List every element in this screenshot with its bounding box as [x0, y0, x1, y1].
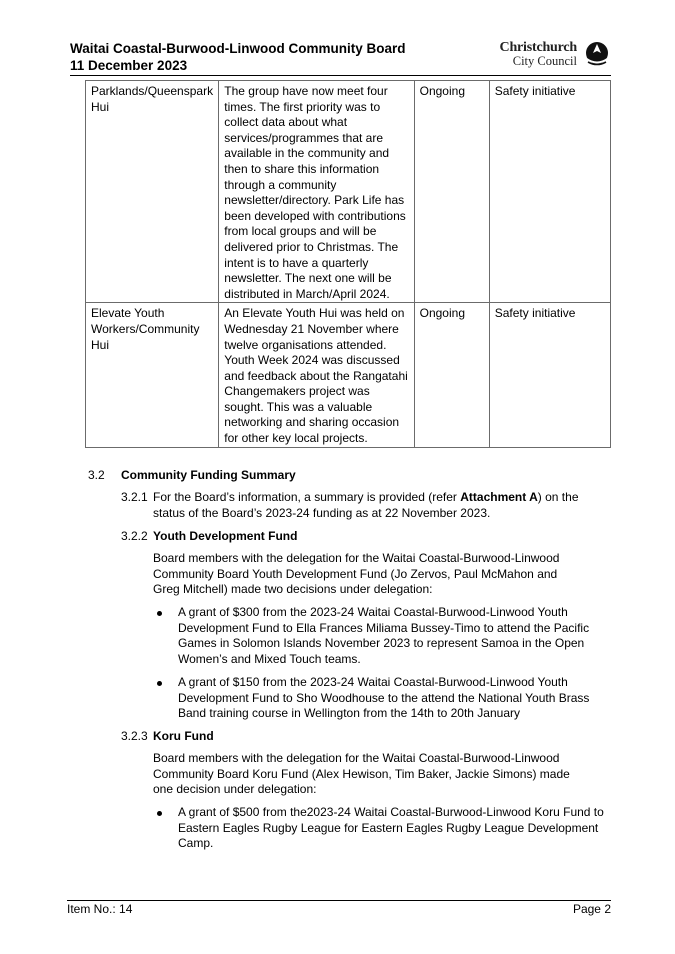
bullet-icon	[157, 681, 162, 686]
logo-text-line1: Christchurch	[499, 40, 577, 55]
attachment-reference: Attachment A	[460, 490, 538, 504]
table-cell-status: Ongoing	[414, 303, 489, 447]
list-item: A grant of $150 from the 2023-24 Waitai Coastal-Burwood-Linwood Youth Development Fund to Sho Woodhouse to the attend the National Youth Brass Band training course in Wellington from the 14th to 20th January	[178, 675, 590, 721]
table-cell-name: Parklands/Queenspark Hui	[86, 81, 219, 303]
table-cell-category: Safety initiative	[489, 303, 610, 447]
subsection-heading: Youth Development Fund	[153, 529, 298, 543]
item-number: Item No.: 14	[67, 902, 133, 916]
table-cell-category: Safety initiative	[489, 81, 610, 303]
subsection-number: 3.2.2	[121, 529, 148, 543]
section-heading: Community Funding Summary	[121, 468, 296, 482]
header-divider	[70, 75, 611, 76]
bullet-icon	[157, 611, 162, 616]
subsection-heading: Koru Fund	[153, 729, 214, 743]
activities-table	[85, 80, 611, 448]
table-cell-description: The group have now meet four times. The first priority was to collect data about what services/programmes that are available in the community and then to share this information through a community newsletter/directory. Park Life has been developed with contributions from local groups and will be delivered prior to Christmas. The intent is to have a quarterly newsletter. The next one will be distributed in March/April 2024.	[219, 81, 414, 303]
page-number: Page 2	[572, 902, 611, 916]
meeting-date: 11 December 2023	[70, 58, 188, 73]
funding-summary-text	[153, 490, 613, 521]
youth-fund-intro: Board members with the delegation for the Waitai Coastal-Burwood-Linwood Community Board Youth Development Fund (Jo Zervos, Paul McMahon and Greg Mitchell) made two decisions under delegation:	[153, 551, 560, 597]
logo-text-line2: City Council	[512, 54, 577, 68]
subsection-number: 3.2.1	[121, 490, 148, 504]
table-cell-name: Elevate Youth Workers/Community Hui	[86, 303, 219, 447]
funding-summary-text-a: For the Board’s information, a summary is provided (refer	[153, 490, 461, 504]
section-number: 3.2	[88, 468, 105, 482]
bullet-icon	[157, 811, 162, 816]
funding-summary-text-b: ) on the status of the Board’s 2023-24 funding as at 22 November 2023.	[153, 490, 579, 520]
council-logo-icon	[583, 41, 611, 67]
list-item: A grant of $500 from the2023-24 Waitai Coastal-Burwood-Linwood Koru Fund to Eastern Eagles Rugby League for Eastern Eagles Rugby League Development Camp.	[178, 805, 604, 851]
koru-fund-intro: Board members with the delegation for the Waitai Coastal-Burwood-Linwood Community Board Koru Fund (Alex Hewison, Tim Baker, Jackie Simons) made one decision under delegation:	[153, 751, 570, 797]
board-title: Waitai Coastal-Burwood-Linwood Community Board	[70, 41, 406, 56]
footer-divider	[67, 900, 611, 901]
table-cell-status: Ongoing	[414, 81, 489, 303]
table-row	[86, 303, 611, 447]
subsection-number: 3.2.3	[121, 729, 148, 743]
table-row	[86, 81, 611, 303]
council-logo	[496, 40, 611, 68]
table-cell-description: An Elevate Youth Hui was held on Wednesday 21 November where twelve organisations attended. Youth Week 2024 was discussed and feedback about the Rangatahi Changemakers project was sought. This was a valuable networking and sharing occasion for other key local projects.	[219, 303, 414, 447]
list-item: A grant of $300 from the 2023-24 Waitai Coastal-Burwood-Linwood Youth Development Fund to Ella Frances Miliama Bussey-Timo to attend the Pacific Games in Solomon Islands November 2023 to represent Samoa in the Open Women’s and Mixed Touch teams.	[178, 605, 590, 666]
